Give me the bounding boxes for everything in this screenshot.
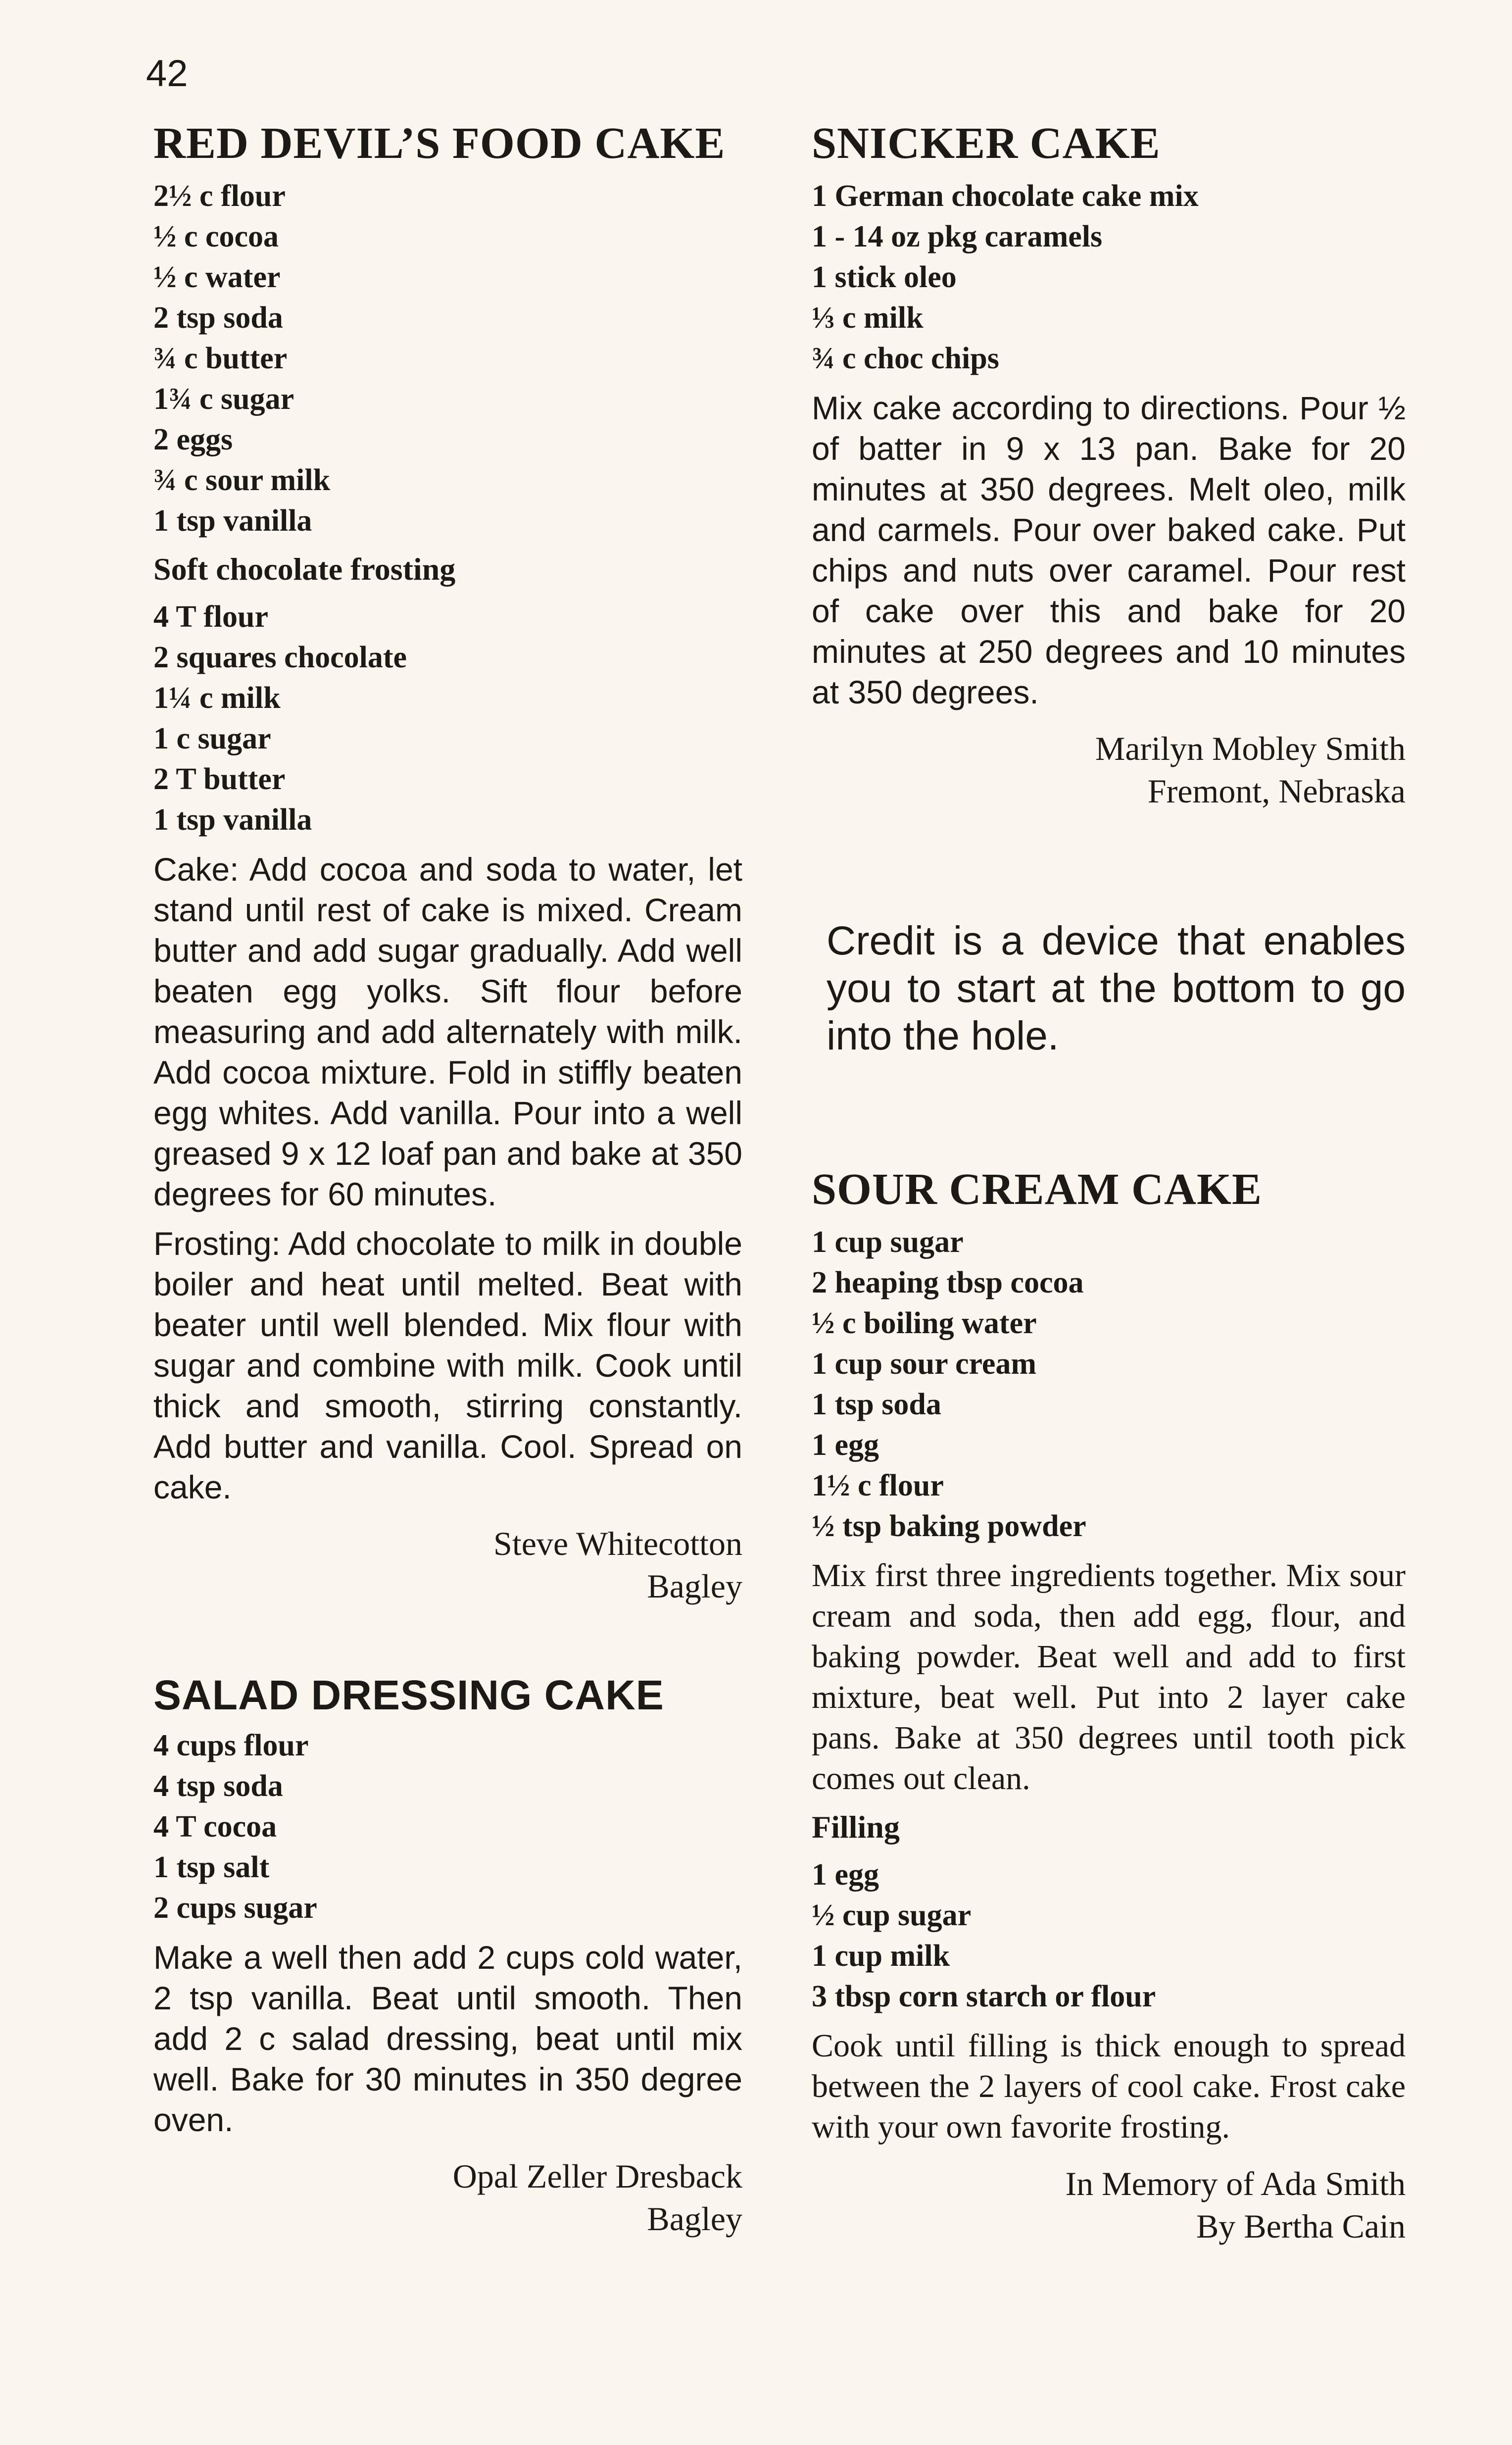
ingredient: ½ c cocoa xyxy=(153,219,279,253)
filling-instructions: Cook until filling is thick enough to spread between the 2 layers of cool cake. Frost cake with your own favorite frosting. xyxy=(812,2027,1406,2145)
ingredient: 1 cup milk xyxy=(812,1939,950,1973)
recipe-credit xyxy=(812,2162,1406,2247)
ingredient: 2 T butter xyxy=(153,762,286,796)
ingredient: 1 cup sour cream xyxy=(812,1347,1037,1381)
ingredient: 2 eggs xyxy=(153,422,233,456)
recipe-snicker-cake xyxy=(812,119,1406,812)
author-place: Fremont, Nebraska xyxy=(1147,772,1406,810)
author-name: Marilyn Mobley Smith xyxy=(1095,729,1406,767)
recipe-title: SOUR CREAM CAKE xyxy=(812,1164,1263,1214)
ingredient: ½ tsp baking powder xyxy=(812,1509,1086,1543)
author-name: Opal Zeller Dresback xyxy=(452,2157,742,2195)
page-number: 42 xyxy=(146,52,188,95)
ingredient-list xyxy=(153,176,742,541)
ingredient: 2 cups sugar xyxy=(153,1891,317,1925)
ingredient: 1 cup sugar xyxy=(812,1225,964,1259)
ingredient: ¾ c choc chips xyxy=(812,341,999,375)
filling-label: Filling xyxy=(812,1809,900,1845)
spacer xyxy=(812,1100,1406,1165)
recipe-credit xyxy=(153,1522,742,1607)
recipe-red-devils-food-cake xyxy=(153,119,742,1607)
instructions: Mix first three ingredients together. Mix sour cream and soda, then add egg, flour, and baking powder. Beat well and add to first mixture, beat well. Put into 2 layer cake pans. Bake at 350 degrees until tooth pick comes out clean. xyxy=(812,1557,1406,1796)
filling-ingredient-list xyxy=(812,1854,1406,2017)
ingredient: 1 c sugar xyxy=(153,721,271,755)
ingredient: ¾ c butter xyxy=(153,341,288,375)
recipe-title: RED DEVIL’S FOOD CAKE xyxy=(153,119,726,168)
frosting-ingredient-list xyxy=(153,597,742,840)
recipe-title: SNICKER CAKE xyxy=(812,119,1161,168)
spacer xyxy=(153,1607,742,1672)
instructions: Make a well then add 2 cups cold water, 2 tsp vanilla. Beat until smooth. Then add 2 c salad dressing, beat until mix well. Bake for 30 minutes in 350 degree oven. xyxy=(153,1939,742,2138)
ingredient-list xyxy=(812,176,1406,379)
ingredient: 1 stick oleo xyxy=(812,260,957,294)
instructions: Mix cake according to directions. Pour ½ of batter in 9 x 13 pan. Bake for 20 minutes at 350 degrees. Melt oleo, milk and carmels. Pour over baked cake. Put chips and nuts over caramel. Pour rest of cake over this and bake for 20 minutes at 250 degrees and 10 minutes at 350 degrees. xyxy=(812,389,1406,710)
ingredient: 4 tsp soda xyxy=(153,1769,283,1803)
ingredient: ½ cup sugar xyxy=(812,1898,972,1932)
ingredient: 2 squares chocolate xyxy=(153,640,407,674)
cake-instructions: Cake: Add cocoa and soda to water, let stand until rest of cake is mixed. Cream butter and add sugar gradually. Add well beaten egg yolks. Sift flour before measuring and add alternately with milk. Add cocoa mixture. Fold in stiffly beaten egg whites. Add vanilla. Pour into a well greased 9 x 12 loaf pan and bake at 350 degrees for 60 minutes. xyxy=(153,850,742,1212)
ingredient: 4 T cocoa xyxy=(153,1809,277,1844)
ingredient-list xyxy=(812,1222,1406,1547)
ingredient: ½ c water xyxy=(153,260,281,294)
ingredient: 1¾ c sugar xyxy=(153,382,294,416)
ingredient: 1 - 14 oz pkg caramels xyxy=(812,219,1103,253)
author-name: Steve Whitecotton xyxy=(493,1524,742,1562)
ingredient: ¾ c sour milk xyxy=(153,463,331,497)
left-column xyxy=(153,119,742,2240)
ingredient: 4 cups flour xyxy=(153,1728,309,1762)
ingredient: 1 tsp salt xyxy=(153,1850,270,1884)
recipe-sour-cream-cake xyxy=(812,1165,1406,2247)
filler-quote: Credit is a device that enables you to start at the bottom to go into the hole. xyxy=(827,918,1406,1058)
ingredient: 1 egg xyxy=(812,1428,879,1462)
ingredient: 1 tsp vanilla xyxy=(153,503,312,538)
frosting-label: Soft chocolate frosting xyxy=(153,551,456,587)
recipe-credit xyxy=(812,727,1406,812)
ingredient: 2 tsp soda xyxy=(153,300,283,335)
recipe-salad-dressing-cake xyxy=(153,1672,742,2240)
ingredient: 4 T flour xyxy=(153,599,268,634)
recipe-credit xyxy=(153,2155,742,2240)
ingredient: 1 egg xyxy=(812,1857,879,1892)
frosting-instructions: Frosting: Add chocolate to milk in double boiler and heat until melted. Beat with beater until well blended. Mix flour with sugar and combine with milk. Cook until thick and smooth, stirring constantly. Add butter and vanilla. Cool. Spread on cake. xyxy=(153,1225,742,1505)
ingredient: ⅓ c milk xyxy=(812,300,924,335)
ingredient: 1½ c flour xyxy=(812,1468,944,1502)
recipe-title: SALAD DRESSING CAKE xyxy=(153,1671,664,1718)
ingredient: ½ c boiling water xyxy=(812,1306,1037,1340)
author-place: By Bertha Cain xyxy=(1196,2207,1406,2245)
author-place: Bagley xyxy=(647,1567,742,1605)
ingredient-list xyxy=(153,1725,742,1928)
ingredient: 3 tbsp corn starch or flour xyxy=(812,1979,1156,2013)
ingredient: 1 tsp soda xyxy=(812,1387,941,1421)
ingredient: 2½ c flour xyxy=(153,179,286,213)
author-place: Bagley xyxy=(647,2199,742,2238)
spacer xyxy=(812,812,1406,877)
ingredient: 1¼ c milk xyxy=(153,681,281,715)
ingredient: 1 tsp vanilla xyxy=(153,802,312,837)
ingredient: 1 German chocolate cake mix xyxy=(812,179,1199,213)
right-column xyxy=(812,119,1406,2247)
author-name: In Memory of Ada Smith xyxy=(1065,2164,1406,2202)
ingredient: 2 heaping tbsp cocoa xyxy=(812,1265,1084,1299)
